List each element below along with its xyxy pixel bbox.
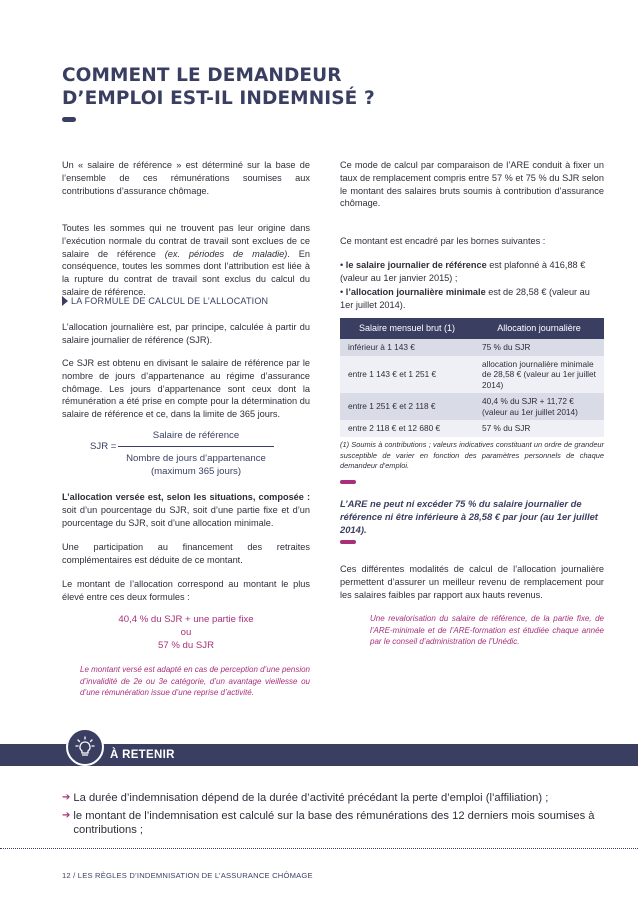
table-cell: entre 2 118 € et 12 680 € bbox=[340, 420, 474, 437]
highlight-bar-top bbox=[340, 480, 356, 484]
formula-or: ou bbox=[180, 627, 192, 638]
left-paragraph-5 bbox=[62, 491, 310, 529]
table-cell: entre 1 251 € et 2 118 € bbox=[340, 393, 474, 420]
triangle-icon bbox=[62, 296, 68, 306]
arrow-right-icon: ➔ bbox=[62, 792, 71, 803]
table-header-row bbox=[340, 318, 604, 339]
bullet-2-bold: l’allocation journalière minimale bbox=[345, 287, 486, 297]
left-paragraph-2 bbox=[62, 222, 310, 299]
section-heading-label: LA FORMULE DE CALCUL DE L’ALLOCATION bbox=[71, 296, 269, 306]
table-row bbox=[340, 356, 604, 394]
table-header-salary: Salaire mensuel brut (1) bbox=[340, 318, 474, 339]
table-row bbox=[340, 393, 604, 420]
lightbulb-icon bbox=[75, 736, 95, 758]
page-title bbox=[62, 64, 375, 110]
retenir-label: À RETENIR bbox=[110, 749, 175, 761]
formula-numerator: Salaire de référence bbox=[152, 430, 240, 441]
left-p5-rest: soit d’un pourcentage du SJR, soit d’une partie fixe et d’un pourcentage du SJR, soit d’une allocation minimale. bbox=[62, 504, 310, 528]
formula-lhs: SJR = bbox=[90, 441, 117, 452]
highlight-bar-bottom bbox=[340, 540, 356, 544]
right-bullet-2: • l’allocation journalière minimale est de 28,58 € (valeur au 1er juillet 2014). bbox=[340, 287, 590, 310]
left-paragraph-7: Le montant de l’allocation correspond au montant le plus élevé entre ces deux formules : bbox=[62, 579, 310, 602]
formula-denominator-1: Nombre de jours d’appartenance bbox=[126, 453, 266, 464]
title-line-2: D’EMPLOI EST-IL INDEMNISÉ ? bbox=[62, 88, 375, 109]
bullet-1-rest: est plafonné à 416,88 € (valeur au 1er janvier 2015) ; bbox=[340, 260, 586, 283]
formula-option-1: 40,4 % du SJR + une partie fixe bbox=[118, 614, 254, 625]
right-paragraph-3: Ces différentes modalités de calcul de l’allocation journalière permettent d’assurer un meilleur revenu de remplacement pour les salaires faibles par rapport aux hauts revenus. bbox=[340, 564, 604, 600]
page-footer: 12 / LES RÈGLES D’INDEMNISATION DE L’ASSURANCE CHÔMAGE bbox=[62, 871, 313, 880]
left-paragraph-6: Une participation au financement des retraites complémentaires est déduite de ce montant. bbox=[62, 542, 310, 565]
table-row bbox=[340, 420, 604, 437]
retenir-item-1-text: La durée d’indemnisation dépend de la durée d’activité précédant la perte d’emploi (l’affiliation) ; bbox=[73, 792, 549, 804]
table-cell: inférieur à 1 143 € bbox=[340, 339, 474, 356]
formula-fraction-bar bbox=[118, 446, 274, 447]
left-p2-c: . En conséquence, toutes les sommes dont l’attribution est liée à la rupture du contrat de travail sont exclus du calcul du salaire de référence. bbox=[62, 248, 311, 297]
left-p2-a: Toutes les sommes qui ne trouvent pas leur origine dans l’exécution normale du contrat de travail sont exclues de ce salaire de référence bbox=[62, 223, 310, 259]
table-header-allowance: Allocation journalière bbox=[474, 318, 604, 339]
bullet-1-bold: le salaire journalier de référence bbox=[345, 260, 487, 270]
formula-denominator-2: (maximum 365 jours) bbox=[150, 466, 242, 477]
title-underline bbox=[62, 117, 76, 122]
retenir-item-2 bbox=[62, 809, 622, 837]
left-paragraph-1: Un « salaire de référence » est déterminé sur la base de l’ensemble de ces rémunérations soumises aux contributions d’assurance chômage. bbox=[62, 160, 310, 196]
section-heading bbox=[62, 296, 310, 306]
left-paragraph-3: L’allocation journalière est, par principe, calculée à partir du salaire journalier de référence (SJR). bbox=[62, 322, 310, 345]
right-note: Une revalorisation du salaire de référence, de la partie fixe, de l’ARE-minimale et de l’ARE-formation est étudiée chaque année par le conseil d’administration de l’Unédic. bbox=[370, 614, 604, 646]
title-line-1: COMMENT LE DEMANDEUR bbox=[62, 65, 342, 86]
table-cell: entre 1 143 € et 1 251 € bbox=[340, 356, 474, 394]
table-footnote: (1) Soumis à contributions ; valeurs indicatives constituant un ordre de grandeur susceptible de varier en fonction des paramètres personnels de chaque demandeur d’emploi. bbox=[340, 440, 604, 470]
left-note: Le montant versé est adapté en cas de perception d’une pension d’invalidité de 2e ou 3e catégorie, d’un avantage vieillesse ou d’une rémunération issue d’une reprise d’activité. bbox=[80, 665, 310, 697]
allowance-table bbox=[340, 318, 604, 437]
right-bullet-1: • le salaire journalier de référence est plafonné à 416,88 € (valeur au 1er janvier 2015) ; bbox=[340, 260, 586, 283]
retenir-item-1 bbox=[62, 791, 622, 805]
formula-option-2: 57 % du SJR bbox=[158, 640, 214, 651]
highlight-text: L’ARE ne peut ni excéder 75 % du salaire journalier de référence ni être inférieure à 28,58 € par jour (au 1er juillet 2014). bbox=[340, 498, 598, 535]
right-paragraph-2: Ce montant est encadré par les bornes suivantes : bbox=[340, 236, 546, 246]
table-row bbox=[340, 339, 604, 356]
lightbulb-badge bbox=[66, 728, 104, 766]
footer-divider bbox=[0, 848, 638, 849]
left-paragraph-4: Ce SJR est obtenu en divisant le salaire de référence par le nombre de jours d’appartenance au régime d’assurance chômage. Les jours d’appartenance sont ceux dont la rémunération a été prise en compte pour la détermination du salaire de référence et ce, dans la limite de 365 jours. bbox=[62, 358, 310, 420]
table-cell: 75 % du SJR bbox=[474, 339, 604, 356]
left-p5-bold: L’allocation versée est, selon les situations, composée : bbox=[62, 492, 310, 502]
bullet-2-rest: est de 28,58 € (valeur au 1er juillet 2014). bbox=[340, 287, 590, 310]
table-cell: 40,4 % du SJR + 11,72 € (valeur au 1er juillet 2014) bbox=[474, 393, 604, 420]
arrow-right-icon: ➔ bbox=[62, 810, 71, 821]
left-p2-b: (ex. périodes de maladie) bbox=[164, 248, 288, 259]
right-paragraph-1: Ce mode de calcul par comparaison de l’ARE conduit à fixer un taux de remplacement compris entre 57 % et 75 % du SJR selon le montant des salaires bruts soumis à contribution d’assurance chômage. bbox=[340, 160, 604, 209]
table-cell: 57 % du SJR bbox=[474, 420, 604, 437]
table-cell: allocation journalière minimale de 28,58 € (valeur au 1er juillet 2014) bbox=[474, 356, 604, 394]
retenir-item-2-text: le montant de l’indemnisation est calculé sur la base des rémunérations des 12 derniers mois soumises à contributions ; bbox=[73, 810, 595, 836]
